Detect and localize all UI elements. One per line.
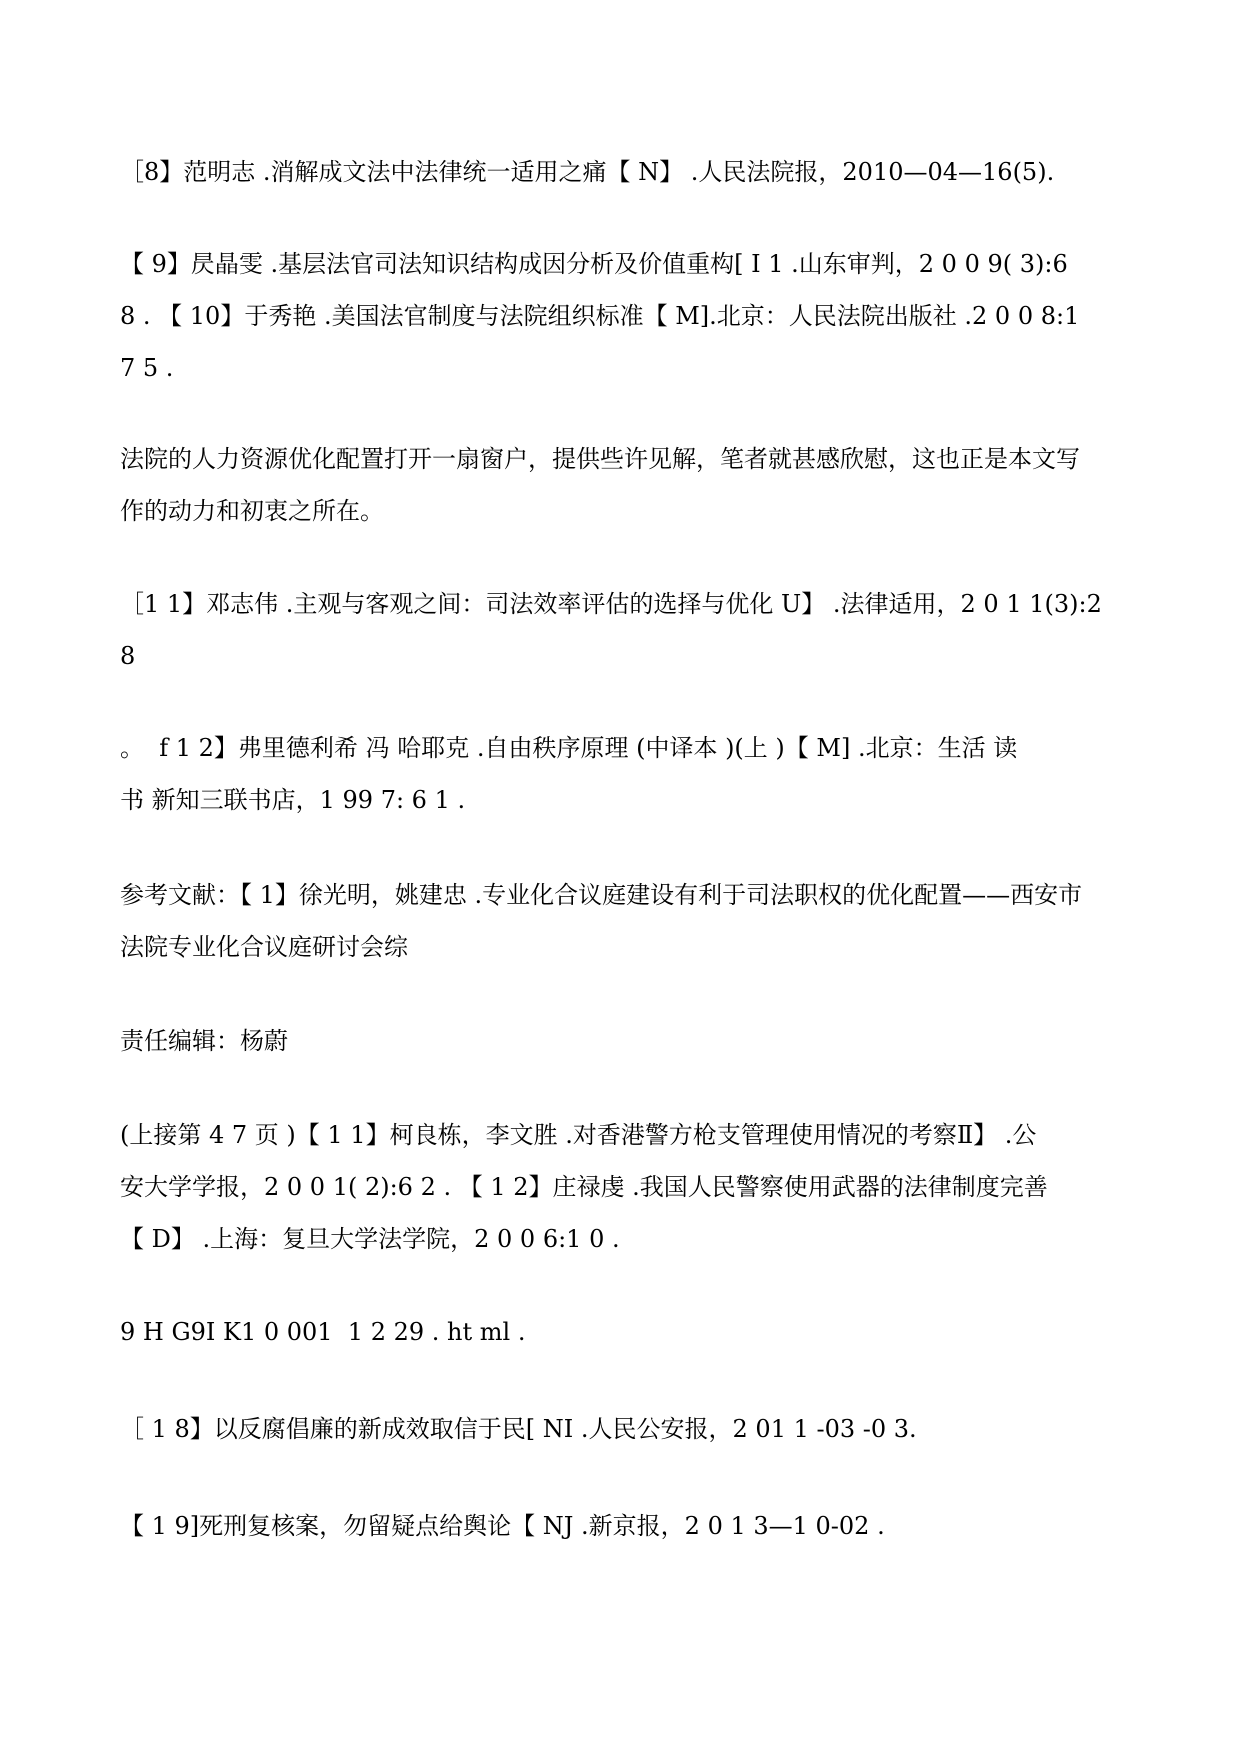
text-line: 。 f 1 2】弗里德利希 冯 哈耶克 .自由秩序原理 (中译本 )(上 )【 M] .北京：生活 读 — [120, 734, 1018, 762]
url-fragment — [120, 1306, 1130, 1358]
reference-18 — [120, 1403, 1130, 1455]
references-heading-paragraph — [120, 869, 1130, 973]
text-line: ［ 1 8】以反腐倡廉的新成效取信于民[ NI .人民公安报，2 01 1 -03 -0 3. — [120, 1415, 917, 1443]
text-line: ［8】范明志 .消解成文法中法律统一适用之痛【 N】 .人民法院报，2010—04—16(5). — [120, 158, 1055, 186]
text-line: 参考文献：【 1】徐光明，姚建忠 .专业化合议庭建设有利于司法职权的优化配置——西安市 — [120, 881, 1083, 909]
text-line: 【 1 9]死刑复核案，勿留疑点给舆论【 NJ .新京报，2 0 1 3—1 0-02 . — [120, 1512, 885, 1540]
text-line: 法院专业化合议庭研讨会综 — [120, 933, 408, 961]
text-line: (上接第 4 7 页 )【 1 1】柯良栋，李文胜 .对香港警方枪支管理使用情况的考察Ⅱ】 .公 — [120, 1121, 1037, 1149]
reference-11 — [120, 578, 1130, 682]
reference-8 — [120, 146, 1130, 198]
text-line: 8 — [120, 642, 136, 670]
text-line: 作的动力和初衷之所在。 — [120, 497, 384, 525]
text-line: 法院的人力资源优化配置打开一扇窗户，提供些许见解，笔者就甚感欣慰，这也正是本文写 — [120, 445, 1080, 473]
text-line: 8 . 【 10】于秀艳 .美国法官制度与法院组织标准【 M].北京：人民法院出版社 .2 0 0 8:1 — [120, 302, 1080, 330]
reference-19 — [120, 1500, 1130, 1552]
text-line: 书 新知三联书店，1 99 7: 6 1 . — [120, 786, 466, 814]
body-paragraph — [120, 433, 1130, 537]
text-line: 安大学学报，2 0 0 1( 2):6 2 . 【 1 2】庄禄虔 .我国人民警察使用武器的法律制度完善 — [120, 1173, 1048, 1201]
continued-references — [120, 1109, 1130, 1265]
text-line: 责任编辑：杨蔚 — [120, 1027, 288, 1055]
text-line: ［1 1】邓志伟 .主观与客观之间：司法效率评估的选择与优化 U】 .法律适用，2 0 1 1(3):2 — [120, 590, 1102, 618]
references-9-10 — [120, 238, 1130, 394]
text-line: 7 5 . — [120, 354, 174, 382]
editor-line — [120, 1015, 1130, 1067]
reference-12 — [120, 722, 1130, 826]
text-line: 【 D】 .上海：复旦大学法学院，2 0 0 6:1 0 . — [120, 1225, 620, 1253]
text-line: 9 H G9I K1 0 001 1 2 29 . ht ml . — [120, 1318, 526, 1346]
text-line: 【 9】昃晶雯 .基层法官司法知识结构成因分析及价值重构[ I 1 .山东审判，2 0 0 9( 3):6 — [120, 250, 1068, 278]
